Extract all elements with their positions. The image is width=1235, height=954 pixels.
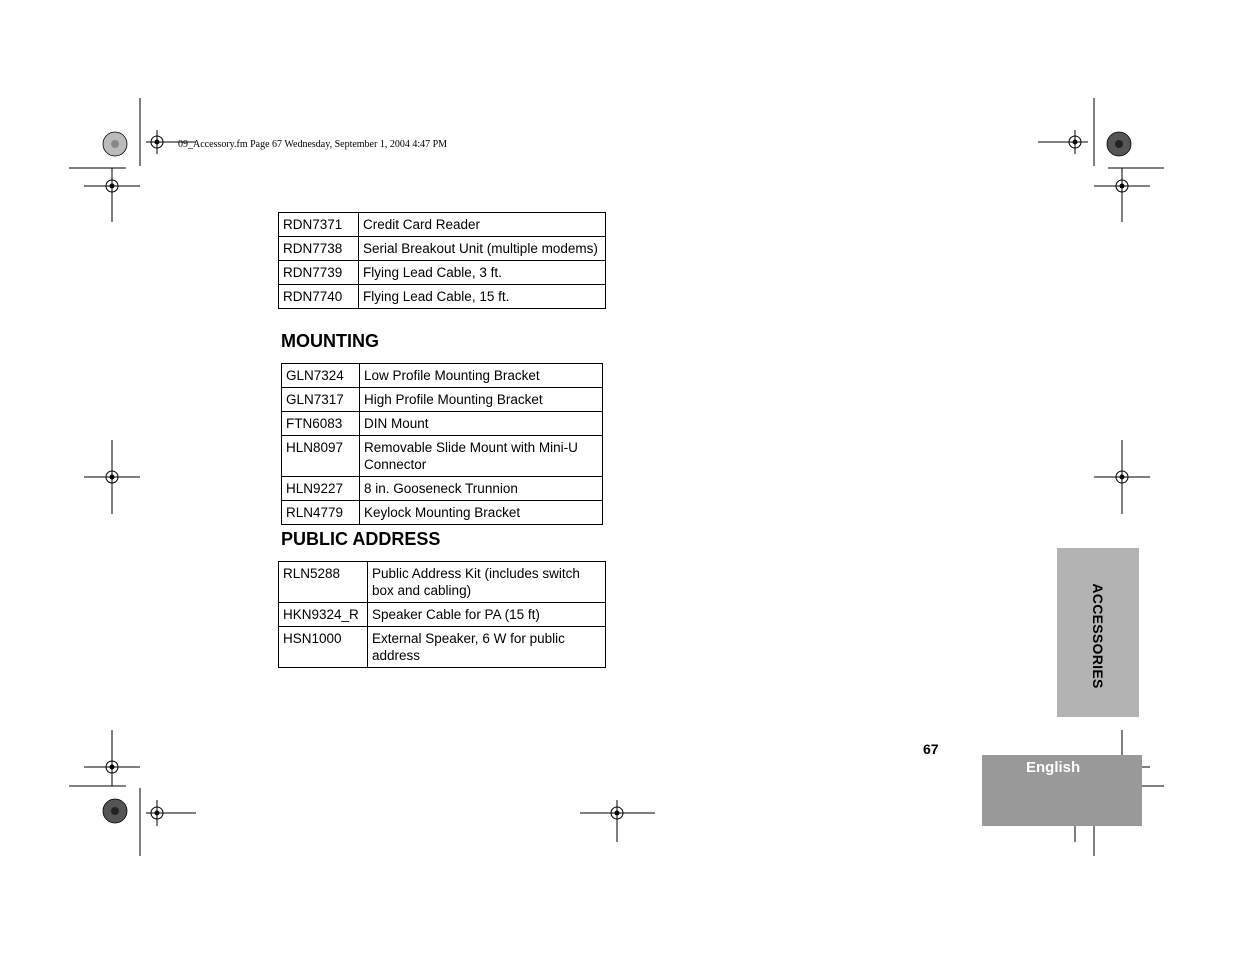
part-number-cell: GLN7324 — [282, 364, 360, 388]
side-tab-label: ACCESSORIES — [1090, 583, 1106, 689]
table-row — [279, 562, 606, 603]
table-row — [282, 412, 603, 436]
description-cell: External Speaker, 6 W for public address — [368, 627, 606, 668]
accessories-side-tab — [1057, 548, 1139, 717]
mounting-table — [281, 363, 603, 525]
table-row — [279, 285, 606, 309]
description-cell: 8 in. Gooseneck Trunnion — [360, 477, 603, 501]
description-cell: Keylock Mounting Bracket — [360, 501, 603, 525]
language-label: English — [1026, 759, 1081, 776]
part-number-cell: RDN7371 — [279, 213, 359, 237]
description-cell: Credit Card Reader — [359, 213, 606, 237]
table-row — [282, 364, 603, 388]
table-row — [282, 436, 603, 477]
part-number-cell: GLN7317 — [282, 388, 360, 412]
description-cell: Speaker Cable for PA (15 ft) — [368, 603, 606, 627]
file-info-header: 09_Accessory.fm Page 67 Wednesday, September 1, 2004 4:47 PM — [178, 139, 448, 150]
table-row — [282, 388, 603, 412]
part-number-cell: HKN9324_R — [279, 603, 368, 627]
table-row — [282, 477, 603, 501]
part-number-cell: RDN7740 — [279, 285, 359, 309]
part-number-cell: HLN8097 — [282, 436, 360, 477]
description-cell: High Profile Mounting Bracket — [360, 388, 603, 412]
description-cell: Low Profile Mounting Bracket — [360, 364, 603, 388]
mounting-heading: MOUNTING — [281, 331, 379, 351]
table-row — [279, 627, 606, 668]
part-number-cell: RDN7738 — [279, 237, 359, 261]
part-number-cell: RLN4779 — [282, 501, 360, 525]
language-tab — [982, 755, 1142, 826]
description-cell: Flying Lead Cable, 3 ft. — [359, 261, 606, 285]
table-row — [282, 501, 603, 525]
table-row — [279, 237, 606, 261]
public-address-table — [278, 561, 606, 668]
description-cell: Public Address Kit (includes switch box and cabling) — [368, 562, 606, 603]
table-row — [279, 603, 606, 627]
description-cell: Flying Lead Cable, 15 ft. — [359, 285, 606, 309]
table-row — [279, 261, 606, 285]
description-cell: DIN Mount — [360, 412, 603, 436]
top-accessory-table — [278, 212, 606, 309]
description-cell: Serial Breakout Unit (multiple modems) — [359, 237, 606, 261]
part-number-cell: HLN9227 — [282, 477, 360, 501]
part-number-cell: RDN7739 — [279, 261, 359, 285]
table-row — [279, 213, 606, 237]
part-number-cell: RLN5288 — [279, 562, 368, 603]
part-number-cell: FTN6083 — [282, 412, 360, 436]
public-address-heading: PUBLIC ADDRESS — [281, 529, 441, 549]
description-cell: Removable Slide Mount with Mini-U Connector — [360, 436, 603, 477]
page-number: 67 — [923, 741, 939, 757]
part-number-cell: HSN1000 — [279, 627, 368, 668]
